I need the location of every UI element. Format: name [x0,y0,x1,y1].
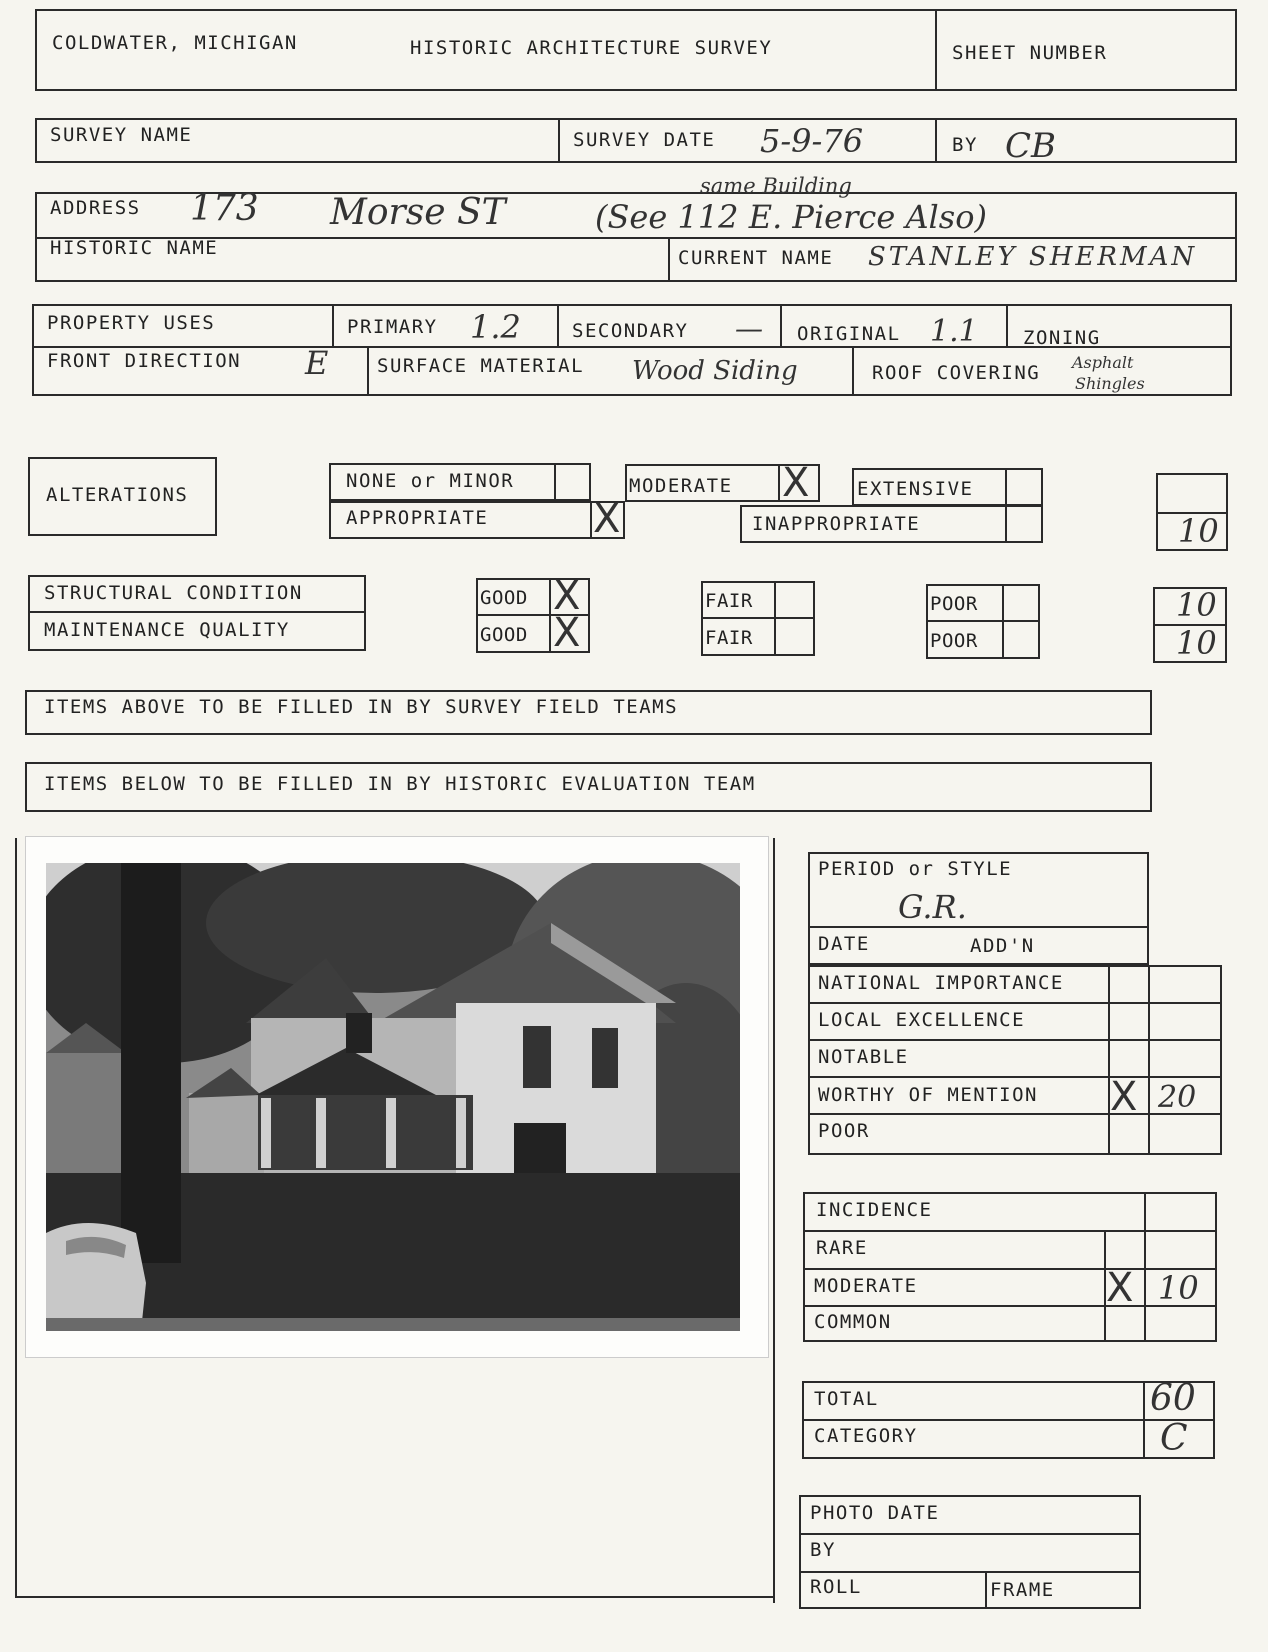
items-below-note: ITEMS BELOW TO BE FILLED IN BY HISTORIC EVALUATION TEAM [44,773,756,795]
lower-frame-right [773,838,775,1603]
header-divider [935,9,937,91]
frame-label: FRAME [990,1579,1055,1601]
roof-covering-value-1: Asphalt [1072,353,1134,372]
worthy-check-mark: X [1110,1074,1138,1120]
rare-label: RARE [816,1237,868,1259]
items-above-note: ITEMS ABOVE TO BE FILLED IN BY SURVEY FIELD TEAMS [44,696,679,718]
property-uses-label: PROPERTY USES [47,312,216,334]
importance-divider-3 [808,1076,1222,1078]
incidence-score-col [1144,1192,1146,1342]
property-divider-2 [557,304,559,346]
by-label: BY [952,134,978,156]
address-street: Morse ST [330,192,506,233]
poor-check-divider [1002,584,1004,659]
importance-score-col [1148,965,1150,1155]
importance-check-col [1108,965,1110,1155]
current-name-label: CURRENT NAME [678,247,834,269]
address-name-divider [668,237,670,282]
roll-label: ROLL [810,1576,862,1598]
moderate-check-divider [778,464,780,502]
fair-check-divider [774,581,776,656]
incidence-moderate-label: MODERATE [814,1275,918,1297]
moderate-label: MODERATE [629,475,733,497]
addn-label: ADD'N [970,935,1035,957]
current-name-value: STANLEY SHERMAN [868,242,1198,272]
good-structural-check-mark: X [553,573,581,619]
photo-date-label: PHOTO DATE [810,1502,940,1524]
local-excellence-label: LOCAL EXCELLENCE [818,1009,1026,1031]
house-photo [46,863,740,1331]
survey-date-value: 5-9-76 [760,122,864,160]
structural-score: 10 [1176,586,1217,624]
original-value: 1.1 [930,314,978,349]
notable-label: NOTABLE [818,1046,909,1068]
historic-name-label: HISTORIC NAME [50,237,219,259]
photo-info-divider-2 [799,1571,1141,1573]
total-divider [802,1419,1215,1421]
good-check-divider [549,578,551,653]
header-city: COLDWATER, MICHIGAN [52,32,298,54]
worthy-score: 20 [1158,1080,1197,1115]
appropriate-label: APPROPRIATE [346,507,489,529]
survey-name-label: SURVEY NAME [50,124,193,146]
structural-condition-label: STRUCTURAL CONDITION [44,582,303,604]
address-label: ADDRESS [50,197,141,219]
property-divider-4 [1006,304,1008,346]
good-maintenance-label: GOOD [480,624,528,646]
importance-divider-2 [808,1039,1222,1041]
secondary-label: SECONDARY [572,320,689,342]
alterations-score: 10 [1178,512,1219,550]
address-number: 173 [190,188,259,229]
property-divider-1 [332,304,334,346]
incidence-divider-1 [803,1230,1217,1232]
date-label: DATE [818,933,870,955]
primary-value: 1.2 [470,308,521,346]
none-minor-label: NONE or MINOR [346,470,515,492]
alterations-label: ALTERATIONS [46,484,189,506]
roof-covering-label: ROOF COVERING [872,362,1041,384]
poor-structural-label: POOR [930,593,978,615]
none-minor-check-divider [554,463,556,501]
by-value: CB [1005,126,1056,166]
roof-covering-value-2: Shingles [1075,374,1145,393]
survey-divider-2 [935,118,937,163]
maintenance-score: 10 [1176,624,1217,662]
category-value: C [1160,1418,1188,1459]
condition-label-divider [28,611,366,613]
incidence-moderate-check-mark: X [1106,1265,1134,1311]
fair-structural-label: FAIR [705,590,753,612]
extensive-check-divider [1005,468,1007,506]
address-note: (See 112 E. Pierce Also) [595,198,987,236]
total-label: TOTAL [814,1388,879,1410]
zoning-label: ZONING [1023,327,1101,349]
period-date-divider [808,926,1149,928]
inappropriate-label: INAPPROPRIATE [752,513,921,535]
sheet-number-label: SHEET NUMBER [952,42,1108,64]
primary-label: PRIMARY [347,316,438,338]
property-divider-3 [780,304,782,346]
surface-material-label: SURFACE MATERIAL [377,355,585,377]
poor-maintenance-label: POOR [930,630,978,652]
survey-divider-1 [558,118,560,163]
good-structural-label: GOOD [480,587,528,609]
original-label: ORIGINAL [797,323,901,345]
common-label: COMMON [814,1311,892,1333]
extensive-label: EXTENSIVE [857,478,974,500]
total-value: 60 [1150,1378,1196,1419]
lower-frame-bottom [15,1596,775,1598]
incidence-divider-2 [803,1268,1217,1270]
photo-info-divider-1 [799,1533,1141,1535]
period-value: G.R. [898,888,967,926]
inappropriate-check-divider [1005,505,1007,543]
lower-frame-left [15,838,17,1598]
appropriate-check-mark: X [593,496,621,542]
importance-divider-1 [808,1002,1222,1004]
survey-date-label: SURVEY DATE [573,129,716,151]
incidence-moderate-score: 10 [1158,1269,1199,1307]
photo-by-label: BY [810,1539,836,1561]
worthy-of-mention-label: WORTHY OF MENTION [818,1084,1038,1106]
incidence-label: INCIDENCE [816,1199,933,1221]
poor-label: POOR [818,1120,870,1142]
property-divider-6 [852,346,854,396]
national-importance-label: NATIONAL IMPORTANCE [818,972,1064,994]
maintenance-quality-label: MAINTENANCE QUALITY [44,619,290,641]
property-divider-5 [367,346,369,396]
front-direction-label: FRONT DIRECTION [47,350,242,372]
photo-info-frame-divider [985,1571,987,1609]
category-label: CATEGORY [814,1425,918,1447]
appropriate-check-divider [590,501,592,539]
fair-maintenance-label: FAIR [705,627,753,649]
moderate-check-mark: X [782,460,810,506]
good-maintenance-check-mark: X [553,610,581,656]
fair-divider [701,617,815,619]
incidence-divider-3 [803,1305,1217,1307]
front-direction-value: E [305,344,329,382]
header-title: HISTORIC ARCHITECTURE SURVEY [410,37,773,59]
address-note-above: same Building [700,174,852,198]
poor-divider [926,620,1040,622]
secondary-value: — [735,312,763,345]
period-label: PERIOD or STYLE [818,858,1013,880]
surface-material-value: Wood Siding [632,356,798,386]
